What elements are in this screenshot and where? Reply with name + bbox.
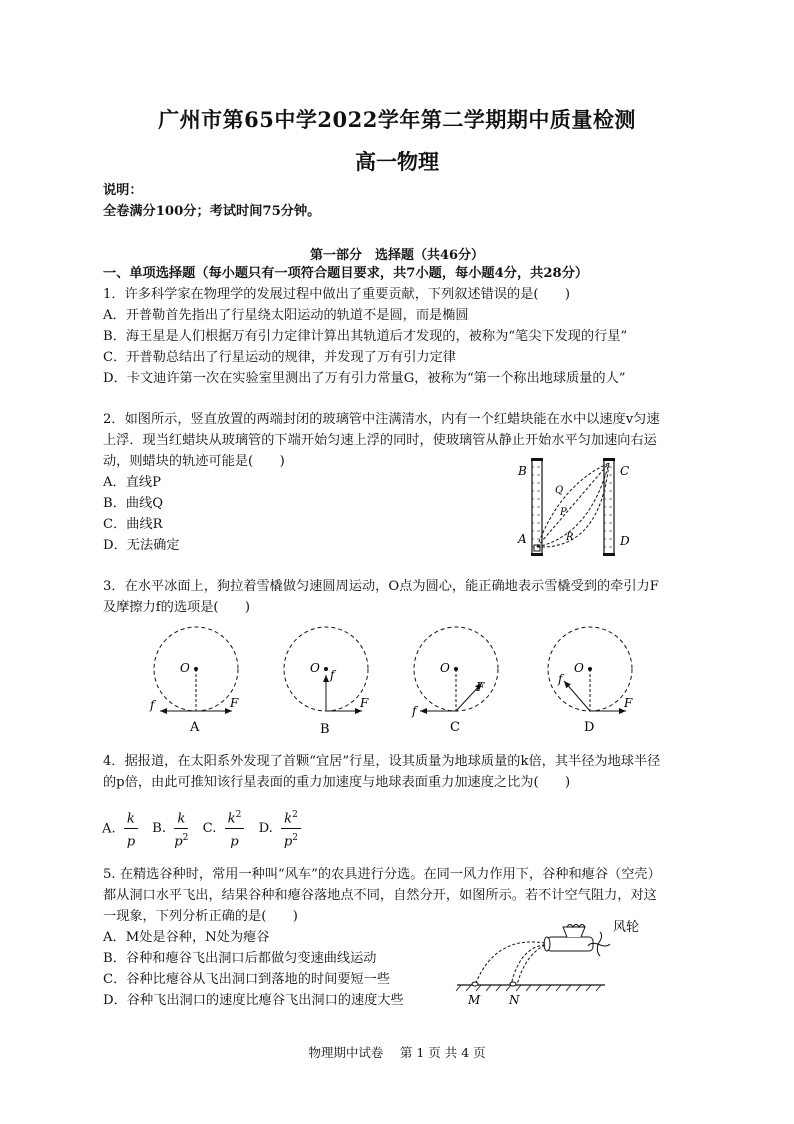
q1-option-a: A．开普勒首先指出了行星绕太阳运动的轨道不是圆，而是椭圆 <box>103 308 469 323</box>
q3c-force: F <box>476 680 485 694</box>
label-b: B <box>518 464 527 478</box>
tube-left <box>532 460 542 554</box>
q3-figure-d <box>548 627 633 735</box>
note-text: 全卷满分100分；考试时间75分钟。 <box>103 204 321 219</box>
q2-stem-line1: 2．如图所示，竖直放置的两端封闭的玻璃管中注满清水，内有一个红蜡块能在水中以速度v匀速 <box>103 412 660 427</box>
label-m: M <box>468 993 481 1007</box>
wind-wheel-label: 风轮 <box>613 920 640 935</box>
q3b-label: B <box>320 722 330 737</box>
trajectory-far <box>475 942 545 985</box>
q5-option-d: D．谷种飞出洞口的速度比瘪谷飞出洞口的速度大些 <box>103 993 404 1008</box>
q3-stem-line2: 及摩擦力f的选项是( ) <box>103 600 251 615</box>
q1-option-d: D．卡文迪许第一次在实验室里测出了万有引力常量G，被称为“第一个称出地球质量的人” <box>103 371 626 386</box>
q3a-f: f <box>150 698 155 712</box>
q2-stem-line2: 上浮．现当红蜡块从玻璃管的下端开始匀速上浮的同时，使玻璃管从静止开始水平匀加速向右运 <box>103 433 657 448</box>
q4-option-c-fraction: $\frac{k^2}{p}$ <box>225 806 245 852</box>
q4-option-b-fraction: $\frac{k}{p^2}$ <box>174 806 188 852</box>
q4-stem-line2: 的p倍，由此可推知该行星表面的重力加速度与地球表面重力加速度之比为( ) <box>103 775 571 790</box>
q4-option-c-label: C. <box>202 821 217 837</box>
q5-option-b: B．谷种和瘪谷飞出洞口后都做匀变速曲线运动 <box>103 951 377 966</box>
q5-stem-line2: 都从洞口水平飞出，结果谷种和瘪谷落地点不同，自然分开，如图所示。若不计空气阻力，对这 <box>103 888 657 903</box>
q1-option-c: C．开普勒总结出了行星运动的规律，并发现了万有引力定律 <box>103 350 456 365</box>
q4-option-a-label: A. <box>102 821 116 837</box>
q3a-force: F <box>230 696 239 710</box>
q4-option-a-fraction: $\frac{k}{p}$ <box>124 806 138 852</box>
label-q: Q <box>555 485 564 496</box>
q5-stem-line3: 一现象，下列分析正确的是( ) <box>103 909 298 924</box>
note-label: 说明： <box>103 183 143 198</box>
section-subtitle: 一、单项选择题（每小题只有一项符合题目要求，共7小题，每小题4分，共28分） <box>103 266 589 281</box>
label-d: D <box>620 534 630 548</box>
page-footer: 物理期中试卷 第 1 页 共 4 页 <box>308 1045 486 1060</box>
q3a-label: A <box>190 720 200 735</box>
label-a: A <box>518 532 527 546</box>
q3d-f: f <box>558 672 563 686</box>
q2-stem-line3: 动，则蜡块的轨迹可能是( ) <box>103 454 285 469</box>
q2-option-c: C．曲线R <box>103 517 163 532</box>
section-title: 第一部分 选择题（共46分） <box>309 248 485 263</box>
q3d-center: O <box>574 661 584 675</box>
q4-options <box>102 806 305 852</box>
q4-stem-line1: 4．据报道，在太阳系外发现了首颗“宜居”行星，设其质量为地球质量的k倍，其半径为地球半径 <box>103 754 661 769</box>
q5-winnower-figure <box>455 915 665 1010</box>
label-r: R <box>566 532 574 543</box>
q3b-force: F <box>360 696 369 710</box>
q4-option-d-fraction: $\frac{k^2}{p^2}$ <box>281 806 301 852</box>
q3d-label: D <box>584 720 595 735</box>
q3b-f: f <box>330 668 335 682</box>
label-p: P <box>560 507 567 518</box>
q3a-center: O <box>180 661 190 675</box>
q4-option-d-label: D. <box>258 821 273 837</box>
q3-stem-line1: 3．在水平冰面上，狗拉着雪橇做匀速圆周运动，O点为圆心，能正确地表示雪橇受到的牵引力F <box>103 579 659 594</box>
q3-figures <box>130 625 670 740</box>
q5-option-a: A．M处是谷种，N处为瘪谷 <box>103 930 270 945</box>
winnower-pipe <box>547 937 593 951</box>
label-c: C <box>620 464 630 478</box>
q3-figure-c <box>411 627 498 735</box>
q1-stem: 1．许多科学家在物理学的发展过程中做出了重要贡献，下列叙述错误的是( ) <box>103 287 571 302</box>
q3-figure-a <box>149 627 239 735</box>
q2-tube-figure <box>500 455 650 565</box>
hopper <box>563 927 585 937</box>
q5-stem-line1: 5. 在精选谷种时，常用一种叫“风车”的农具进行分选。在同一风力作用下，谷种和瘪谷（空壳） <box>103 867 661 882</box>
label-n: N <box>509 993 520 1007</box>
q3d-force: F <box>624 696 633 710</box>
q2-option-d: D．无法确定 <box>103 538 180 553</box>
q4-option-b-label: B. <box>152 821 167 837</box>
q5-option-c: C．谷种比瘪谷从飞出洞口到落地的时间要短一些 <box>103 972 391 987</box>
q2-option-b: B．曲线Q <box>103 496 164 511</box>
q3c-f: f <box>412 704 417 718</box>
fan-wheel-icon <box>588 932 610 956</box>
exam-subject: 高一物理 <box>355 149 439 174</box>
q3c-label: C <box>450 720 460 735</box>
q3-figure-b <box>284 627 369 737</box>
exam-title: 广州市第65中学2022学年第二学期期中质量检测 <box>158 107 636 132</box>
q3c-center: O <box>440 661 450 675</box>
q1-option-b: B．海王星是人们根据万有引力定律计算出其轨道后才发现的，被称为“笔尖下发现的行星” <box>103 329 628 344</box>
ground-hatch <box>456 985 601 991</box>
trajectory-near <box>511 945 545 985</box>
q3b-center: O <box>310 661 320 675</box>
q2-option-a: A．直线P <box>103 475 161 490</box>
